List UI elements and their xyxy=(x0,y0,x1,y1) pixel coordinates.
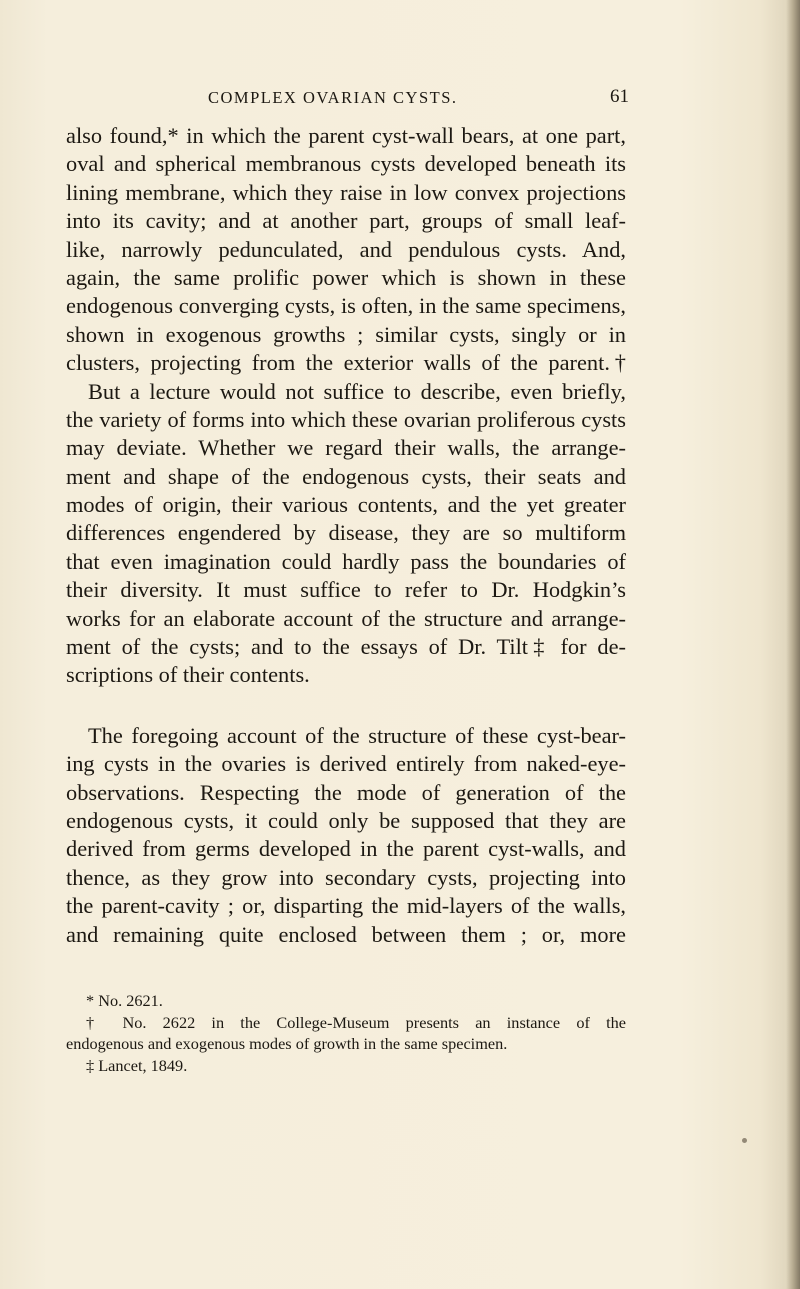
page-edge-shadow xyxy=(786,0,800,1289)
text-line: endogenous cysts, it could only be supposed that they are xyxy=(66,807,626,833)
text-line: ment of the cysts; and to the essays of Dr. Tilt‡ for de- xyxy=(66,634,626,660)
text-line: the variety of forms into which these ovarian proliferous cysts xyxy=(66,406,626,432)
paragraph-1 xyxy=(66,122,626,378)
text-line: modes of origin, their various contents, and the yet greater xyxy=(66,492,626,518)
text-line: lining membrane, which they raise in low convex projections xyxy=(66,179,626,205)
text-line: The foregoing account of the structure of these cyst-bear- xyxy=(88,722,626,748)
text-line: the parent-cavity ; or, disparting the mid-layers of the walls, xyxy=(66,893,626,919)
footnote-3: ‡ Lancet, 1849. xyxy=(86,1055,188,1075)
paragraph-gap xyxy=(66,690,626,722)
text-line: thence, as they grow into secondary cysts, projecting into xyxy=(66,864,626,890)
text-line: like, narrowly pedunculated, and pendulous cysts. And, xyxy=(66,236,626,262)
text-line: also found,* in which the parent cyst-wall bears, at one part, xyxy=(66,123,626,148)
text-line: that even imagination could hardly pass the boundaries of xyxy=(66,548,626,574)
text-line: shown in exogenous growths ; similar cysts, singly or in xyxy=(66,321,626,347)
text-line: their diversity. It must suffice to refer to Dr. Hodgkin’s xyxy=(66,577,626,603)
running-title: COMPLEX OVARIAN CYSTS. xyxy=(208,88,458,107)
page-header xyxy=(208,88,628,114)
text-line: and remaining quite enclosed between them ; or, more xyxy=(66,921,626,947)
body-text xyxy=(66,122,626,949)
text-line: But a lecture would not suffice to describe, even briefly, xyxy=(88,378,626,404)
footnote-2-continued: endogenous and exogenous modes of growth in the same specimen. xyxy=(66,1034,508,1053)
text-line: ment and shape of the endogenous cysts, their seats and xyxy=(66,463,626,489)
text-line: may deviate. Whether we regard their walls, the arrange- xyxy=(66,435,626,461)
text-line: ing cysts in the ovaries is derived entirely from naked-eye- xyxy=(66,751,626,777)
text-line: observations. Respecting the mode of generation of the xyxy=(66,779,626,805)
text-line: into its cavity; and at another part, groups of small leaf- xyxy=(66,208,626,234)
text-line: again, the same prolific power which is shown in these xyxy=(66,264,626,290)
footnote-1: * No. 2621. xyxy=(86,991,163,1010)
ink-spot xyxy=(742,1138,747,1143)
footnotes xyxy=(66,990,626,1076)
paragraph-2 xyxy=(66,378,626,690)
paragraph-3 xyxy=(66,722,626,949)
text-line: scriptions of their contents. xyxy=(66,662,310,688)
page-number: 61 xyxy=(610,86,629,107)
text-line: endogenous converging cysts, is often, in the same specimens, xyxy=(66,293,626,319)
text-line: clusters, projecting from the exterior walls of the parent.† xyxy=(66,350,626,376)
text-line: differences engendered by disease, they are so multiform xyxy=(66,520,626,546)
text-line: derived from germs developed in the parent cyst-walls, and xyxy=(66,836,626,862)
text-line: oval and spherical membranous cysts developed beneath its xyxy=(66,151,626,177)
text-line: works for an elaborate account of the structure and arrange- xyxy=(66,605,626,631)
footnote-2: † No. 2622 in the College-Museum presents an instance of the xyxy=(86,1012,626,1032)
